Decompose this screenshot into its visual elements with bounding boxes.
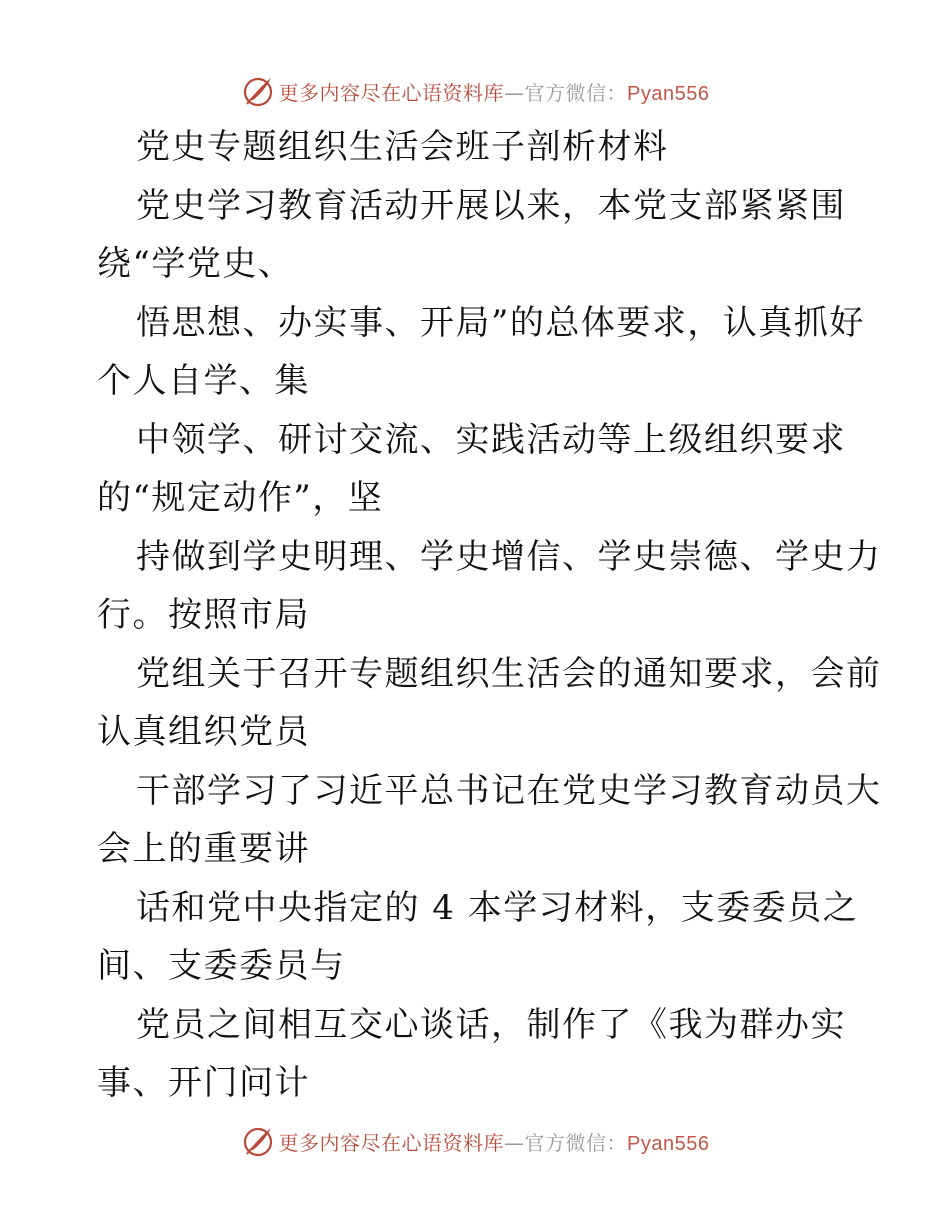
paragraph-line: 事、开门问计 (97, 1063, 310, 1103)
banner-title: 更多内容尽在心语资料库 (278, 1130, 505, 1155)
paragraph-line: 党组关于召开专题组织生活会的通知要求，会前 (136, 653, 882, 694)
paragraph-line: 党员之间相互交心谈话，制作了《我为群办实 (136, 1004, 846, 1045)
paragraph-line: 行。按照市局 (97, 595, 310, 635)
banner-contact-label: 官方微信： (524, 80, 628, 105)
banner-title: 更多内容尽在心语资料库 (278, 80, 505, 105)
banner-contact-id: Pyan556 (627, 1132, 710, 1155)
feather-pen-logo-icon (241, 1124, 275, 1158)
feather-pen-logo-icon (241, 74, 275, 108)
paragraph-line: 悟思想、办实事、开局”的总体要求，认真抓好 (136, 302, 865, 343)
document-title: 党史专题组织生活会班子剖析材料 (136, 127, 669, 167)
paragraph-line: 认真组织党员 (97, 712, 310, 752)
paragraph-line: 干部学习了习近平总书记在党史学习教育动员大 (136, 770, 882, 811)
banner-separator: — (504, 1130, 525, 1155)
banner-text (279, 77, 710, 106)
paragraph-line: 持做到学史明理、学史增信、学史崇德、学史力 (136, 536, 882, 577)
banner-text (279, 1127, 710, 1156)
banner-contact-label: 官方微信： (524, 1130, 628, 1155)
banner-contact-id: Pyan556 (627, 82, 710, 105)
banner-separator: — (504, 80, 525, 105)
footer-banner (0, 1121, 950, 1161)
paragraph-line: 党史学习教育活动开展以来，本党支部紧紧围 (136, 185, 846, 226)
paragraph-line: 的“规定动作”，坚 (97, 478, 384, 518)
document-body (97, 118, 882, 1113)
paragraph-line: 绕“学党史、 (97, 244, 294, 284)
paragraph-line: 话和党中央指定的 4 本学习材料，支委委员之 (136, 887, 859, 928)
paragraph-line: 中领学、研讨交流、实践活动等上级组织要求 (136, 419, 846, 460)
paragraph-line: 间、支委委员与 (97, 946, 346, 986)
paragraph-line: 会上的重要讲 (97, 829, 310, 869)
header-banner (0, 71, 950, 111)
paragraph-line: 个人自学、集 (97, 361, 310, 401)
